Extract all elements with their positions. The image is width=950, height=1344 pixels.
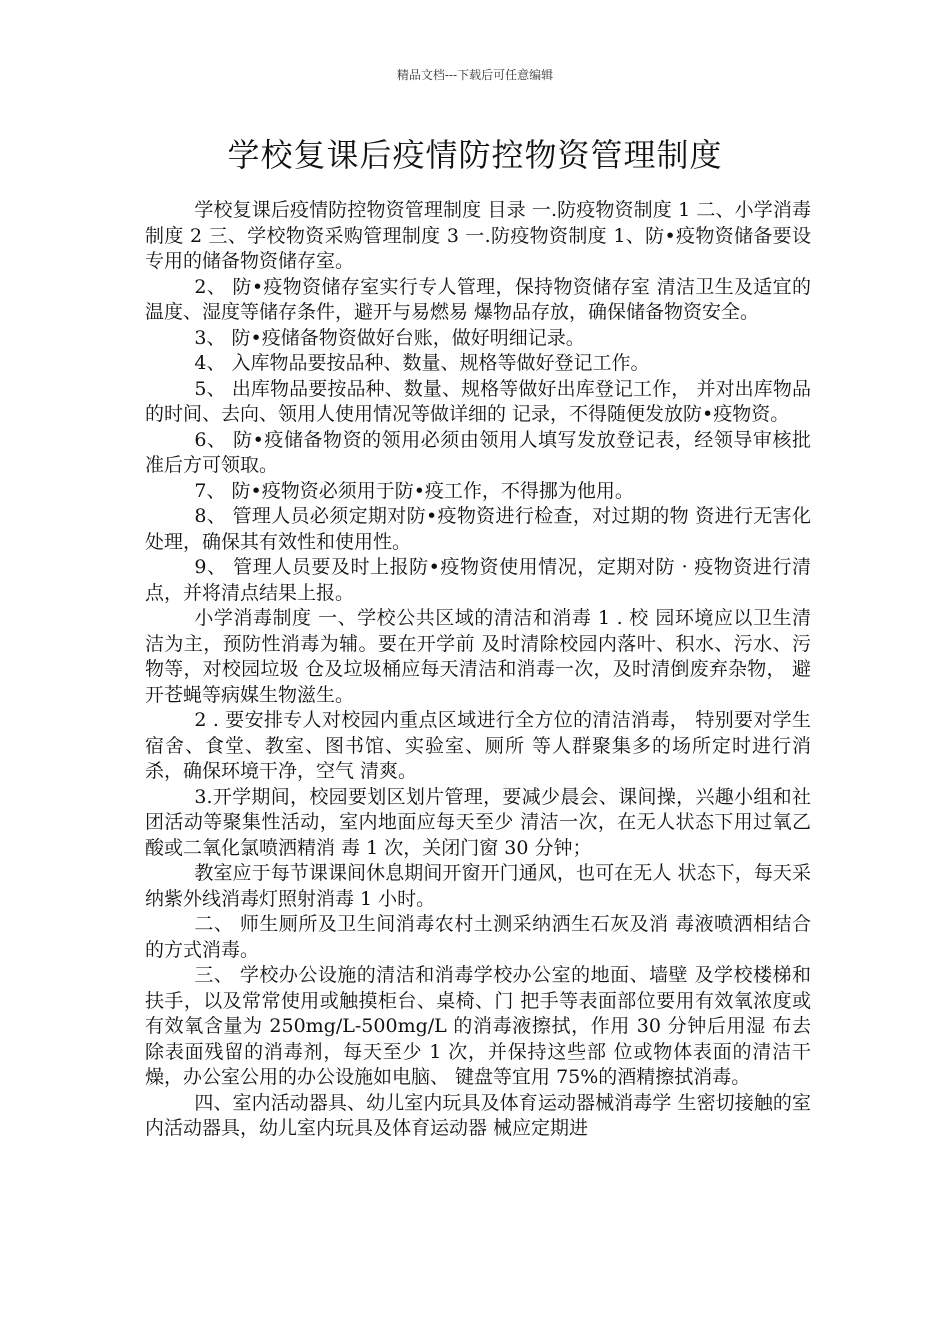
paragraph: 3.开学期间，校园要划区划片管理，要减少晨会、课间操，兴趣小组和社团活动等聚集性活动，室内地面应每天至少 清洁一次，在无人状态下用过氧乙酸或二氧化氯喷洒精消 毒 1 次，关闭门窗 30 分钟； bbox=[145, 785, 811, 859]
paragraph: 9、 管理人员要及时上报防•疫物资使用情况，定期对防 · 疫物资进行清点，并将清点结果上报。 bbox=[145, 556, 811, 604]
paragraph: 8、 管理人员必须定期对防•疫物资进行检查，对过期的物 资进行无害化处理，确保其有效性和使用性。 bbox=[145, 505, 811, 553]
paragraph: 2、 防•疫物资储存室实行专人管理，保持物资储存室 清洁卫生及适宜的温度、湿度等储存条件，避开与易燃易 爆物品存放，确保储备物资安全。 bbox=[145, 275, 811, 323]
paragraph: 7、 防•疫物资必须用于防•疫工作，不得挪为他用。 bbox=[194, 479, 634, 502]
paragraph: 四、室内活动器具、幼儿室内玩具及体育运动器械消毒学 生密切接触的室内活动器具，幼儿室内玩具及体育运动器 械应定期进 bbox=[145, 1091, 811, 1139]
paragraph: 二、 师生厕所及卫生间消毒农村土测采纳洒生石灰及消 毒液喷洒相结合的方式消毒。 bbox=[145, 913, 811, 961]
paragraph: 4、 入库物品要按品种、数量、规格等做好登记工作。 bbox=[194, 352, 650, 374]
paragraph: 6、 防•疫储备物资的领用必须由领用人填写发放登记表，经领导审核批准后方可领取。 bbox=[145, 428, 811, 476]
page-header: 精品文档---下载后可任意编辑 bbox=[396, 68, 554, 82]
document-body bbox=[145, 198, 811, 1142]
paragraph: 5、 出库物品要按品种、数量、规格等做好出库登记工作， 并对出库物品的时间、去向、领用人使用情况等做详细的 记录，不得随便发放防•疫物资。 bbox=[145, 377, 811, 425]
paragraph: 教室应于每节课课间休息期间开窗开门通风，也可在无人 状态下，每天采纳紫外线消毒灯照射消毒 1 小时。 bbox=[145, 862, 811, 910]
paragraph: 学校复课后疫情防控物资管理制度 目录 一.防疫物资制度 1 二、小学消毒制度 2 三、学校物资采购管理制度 3 一.防疫物资制度 1、防•疫物资储备要设 专用的储备物资储存室。 bbox=[145, 199, 811, 272]
document-title: 学校复课后疫情防控物资管理制度 bbox=[227, 136, 723, 174]
paragraph: 小学消毒制度 一、学校公共区域的清洁和消毒 1 . 校 园环境应以卫生清洁为主，预防性消毒为辅。要在开学前 及时清除校园内落叶、积水、污水、污物等，对校园垃圾 仓及垃圾桶应每天清洁和消毒一次，及时清倒废弃杂物， 避开苍蝇等病媒生物滋生。 bbox=[145, 607, 811, 706]
paragraph: 2 . 要安排专人对校园内重点区域进行全方位的清洁消毒， 特别要对学生宿舍、食堂、教室、图书馆、实验室、厕所 等人群聚集多的场所定时进行消杀，确保环境干净，空气 清爽。 bbox=[145, 709, 811, 782]
paragraph: 三、 学校办公设施的清洁和消毒学校办公室的地面、墙壁 及学校楼梯和扶手，以及常常使用或触摸柜台、桌椅、门 把手等表面部位要用有效氧浓度或有效氧含量为 250mg/L-500mg/L 的消毒液擦拭，作用 30 分钟后用湿 布去除表面残留的消毒剂，每天至少 1 次，并保持这些部 位或物体表面的清洁干燥，办公室公用的办公设施如电脑、 键盘等宜用 75%的酒精擦拭消毒。 bbox=[145, 964, 811, 1088]
paragraph: 3、 防•疫储备物资做好台账，做好明细记录。 bbox=[194, 326, 585, 349]
